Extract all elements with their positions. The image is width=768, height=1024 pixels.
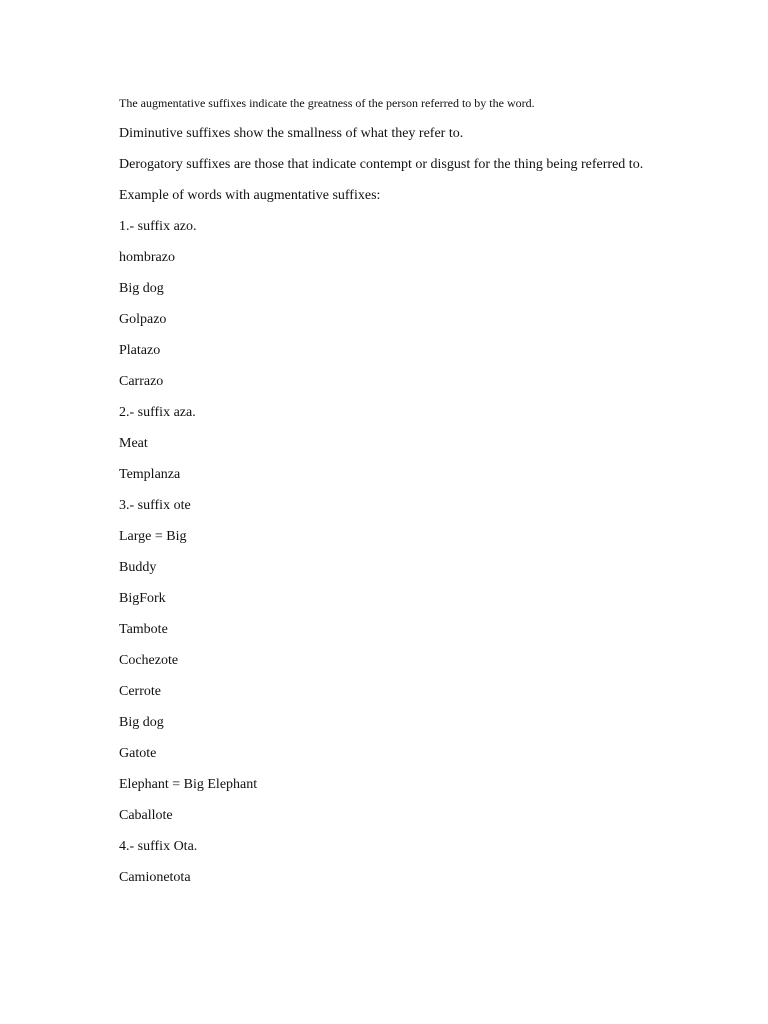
paragraph-examples-heading: Example of words with augmentative suffixes: [119,188,381,203]
list-item: Tambote [119,622,168,637]
list-heading-suffix-azo: 1.- suffix azo. [119,219,197,234]
list-item: Gatote [119,746,157,761]
list-item: Camionetota [119,870,191,885]
paragraph-diminutive-definition: Diminutive suffixes show the smallness of what they refer to. [119,126,464,141]
list-heading-suffix-aza: 2.- suffix aza. [119,405,196,420]
list-item: Cochezote [119,653,179,668]
list-heading-suffix-ota: 4.- suffix Ota. [119,839,198,854]
list-item: Caballote [119,808,173,823]
paragraph-derogatory-definition: Derogatory suffixes are those that indicate contempt or disgust for the thing being referred to. [119,157,644,172]
list-item: BigFork [119,591,166,606]
list-item: Cerrote [119,684,161,699]
list-item: Large = Big [119,529,187,544]
list-item: Carrazo [119,374,164,389]
list-item: Golpazo [119,312,167,327]
paragraph-augmentative-definition: The augmentative suffixes indicate the greatness of the person referred to by the word. [119,96,535,110]
list-item: Big dog [119,715,164,730]
list-item: Buddy [119,560,157,575]
list-item: Big dog [119,281,164,296]
list-item: Platazo [119,343,161,358]
list-item: Meat [119,436,148,451]
list-item: Templanza [119,467,181,482]
list-heading-suffix-ote: 3.- suffix ote [119,498,191,513]
list-item: Elephant = Big Elephant [119,777,258,792]
list-item: hombrazo [119,250,175,265]
